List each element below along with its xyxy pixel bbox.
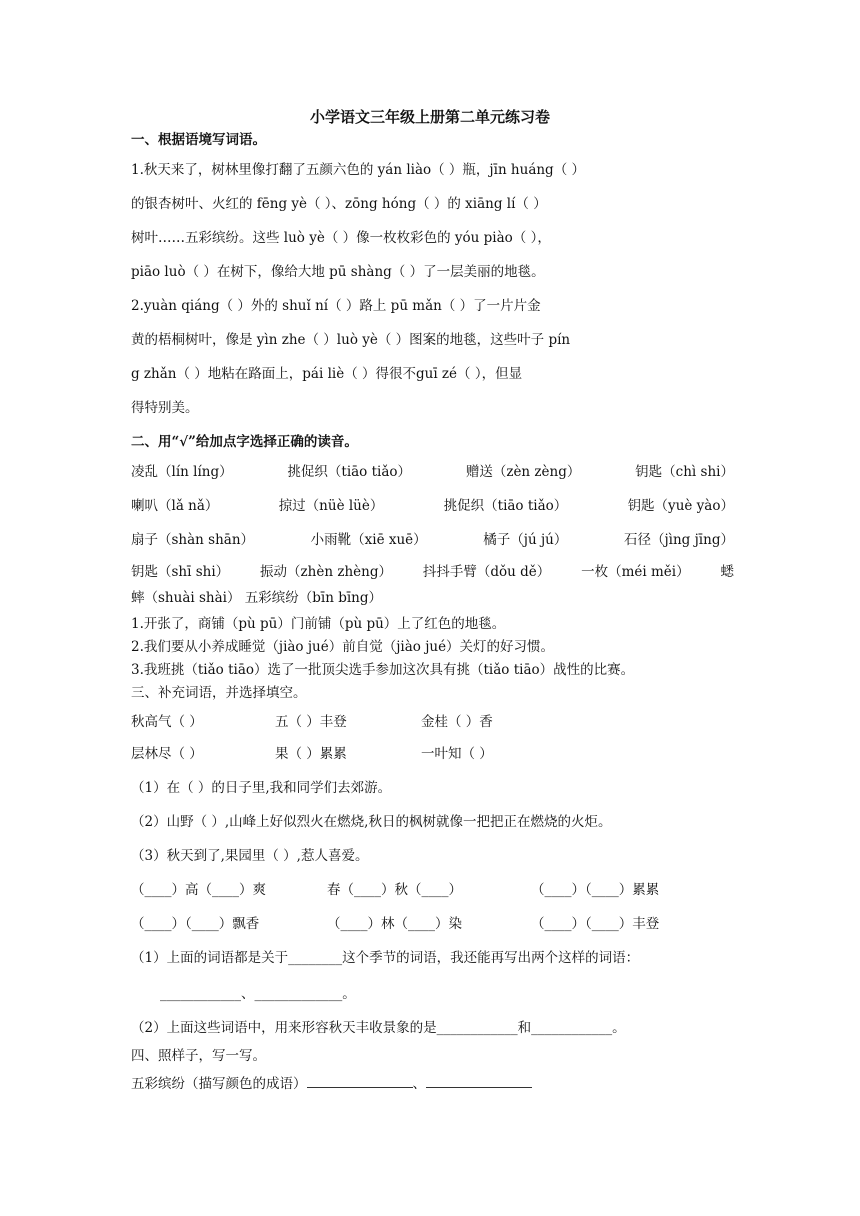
pinyin-last-row: 蟀（shuài shài） 五彩缤纷（bīn bīng） — [131, 590, 382, 606]
blank-item: （____）（____）丰登 — [531, 916, 660, 932]
section1-line: g zhǎn（ ）地粘在路面上，pái liè（ ）得很不guī zé（ ），但显 — [131, 366, 523, 382]
section1-line: 树叶……五彩缤纷。这些 luò yè（ ）像一枚枚彩色的 yóu piào（ ）， — [131, 230, 551, 246]
pinyin-item: 掠过（nüè lüè） — [278, 498, 384, 514]
fill-sentence: （2）山野（ ）,山峰上好似烈火在燃烧,秋日的枫树就像一把把正在燃烧的火炬。 — [131, 814, 612, 830]
pinyin-sentence: 2.我们要从小养成睡觉（jiào jué）前自觉（jiào jué）关灯的好习惯。 — [131, 639, 555, 655]
separator: 、 — [412, 1076, 426, 1092]
pinyin-row — [131, 528, 734, 548]
blank-row — [131, 878, 659, 898]
blank-item: （____）（____）飘香 — [131, 916, 260, 932]
idiom-item: 秋高气（ ） — [131, 714, 203, 730]
section1-line: 黄的梧桐树叶，像是 yìn zhe（ ）luò yè（ ）图案的地毯，这些叶子 pín — [131, 332, 571, 348]
idiom-item: 果（ ）累累 — [275, 746, 347, 762]
pinyin-row — [131, 560, 734, 580]
pinyin-item: 一枚（méi měi） — [581, 564, 690, 580]
answer-blank[interactable] — [426, 1075, 532, 1088]
example-line — [131, 1072, 734, 1092]
idiom-item: 一叶知（ ） — [421, 746, 493, 762]
pinyin-item: 扇子（shàn shān） — [131, 532, 255, 548]
pinyin-item: 抖抖手臂（dǒu dě） — [422, 564, 551, 580]
pinyin-row — [131, 460, 734, 480]
idiom-item: 五（ ）丰登 — [275, 714, 347, 730]
pinyin-sentence: 1.开张了，商铺（pù pū）门前铺（pù pū）上了红色的地毯。 — [131, 616, 506, 632]
answer-blank[interactable] — [307, 1075, 413, 1088]
idiom-row — [131, 710, 493, 730]
blank-row — [131, 912, 659, 932]
blank-item: （____）林（____）染 — [327, 916, 462, 932]
pinyin-item: 振动（zhèn zhèng） — [260, 564, 392, 580]
fill-sentence: （1）在（ ）的日子里,我和同学们去郊游。 — [131, 780, 392, 796]
question-2: （2）上面这些词语中，用来形容秋天丰收景象的是____________和____________。 — [131, 1020, 626, 1036]
pinyin-item: 蟋 — [720, 564, 734, 580]
pinyin-item: 橘子（jú jú） — [483, 532, 568, 548]
blank-item: 春（____）秋（____） — [327, 882, 462, 898]
section2-heading: 二、用“√”给加点字选择正确的读音。 — [131, 434, 358, 450]
pinyin-item: 挑促织（tiāo tiǎo） — [443, 498, 568, 514]
example-text: 五彩缤纷（描写颜色的成语） — [131, 1076, 307, 1092]
section1-line: 得特别美。 — [131, 400, 199, 416]
pinyin-sentence: 3.我班挑（tiǎo tiāo）选了一批顶尖选手参加这次具有挑（tiǎo tiāo）战性的比赛。 — [131, 662, 635, 678]
pinyin-item: 赠送（zèn zèng） — [465, 464, 581, 480]
section1-line: 的银杏树叶、火红的 fēng yè（ ）、zōng hóng（ ）的 xiāng lí（ ） — [131, 196, 547, 212]
pinyin-item: 小雨靴（xiē xuē） — [310, 532, 427, 548]
section1-line: 2.yuàn qiáng（ ）外的 shuǐ ní（ ）路上 pū mǎn（ ）了一片片金 — [131, 298, 541, 314]
section1-line: piāo luò（ ）在树下，像给大地 pū shàng（ ）了一层美丽的地毯。 — [131, 264, 545, 280]
fill-sentence: （3）秋天到了,果园里（ ）,惹人喜爱。 — [131, 848, 369, 864]
pinyin-item: 钥匙（shī shi） — [131, 564, 230, 580]
pinyin-item: 石径（jìng jīng） — [623, 532, 734, 548]
section3-heading: 三、补充词语，并选择填空。 — [131, 685, 307, 701]
question-1: （1）上面的词语都是关于________这个季节的词语，我还能再写出两个这样的词语： — [131, 950, 640, 966]
pinyin-row — [131, 494, 734, 514]
idiom-item: 层林尽（ ） — [131, 746, 203, 762]
blank-item: （____）高（____）爽 — [131, 882, 266, 898]
section1-heading: 一、根据语境写词语。 — [131, 132, 266, 148]
section1-line: 1.秋天来了，树林里像打翻了五颜六色的 yán liào（ ）瓶，jīn huáng（ ） — [131, 162, 585, 178]
question-1-answer: ____________、_____________。 — [160, 986, 356, 1002]
idiom-row — [131, 742, 493, 762]
blank-item: （____）（____）累累 — [531, 882, 660, 898]
pinyin-item: 挑促织（tiāo tiǎo） — [287, 464, 412, 480]
idiom-item: 金桂（ ）香 — [421, 714, 493, 730]
section4-heading: 四、照样子，写一写。 — [131, 1048, 266, 1064]
pinyin-item: 凌乱（lín líng） — [131, 464, 233, 480]
page-title: 小学语文三年级上册第二单元练习卷 — [309, 108, 550, 126]
pinyin-item: 钥匙（chì shi） — [635, 464, 734, 480]
pinyin-item: 钥匙（yuè yào） — [627, 498, 734, 514]
pinyin-item: 喇叭（lǎ nǎ） — [131, 498, 219, 514]
